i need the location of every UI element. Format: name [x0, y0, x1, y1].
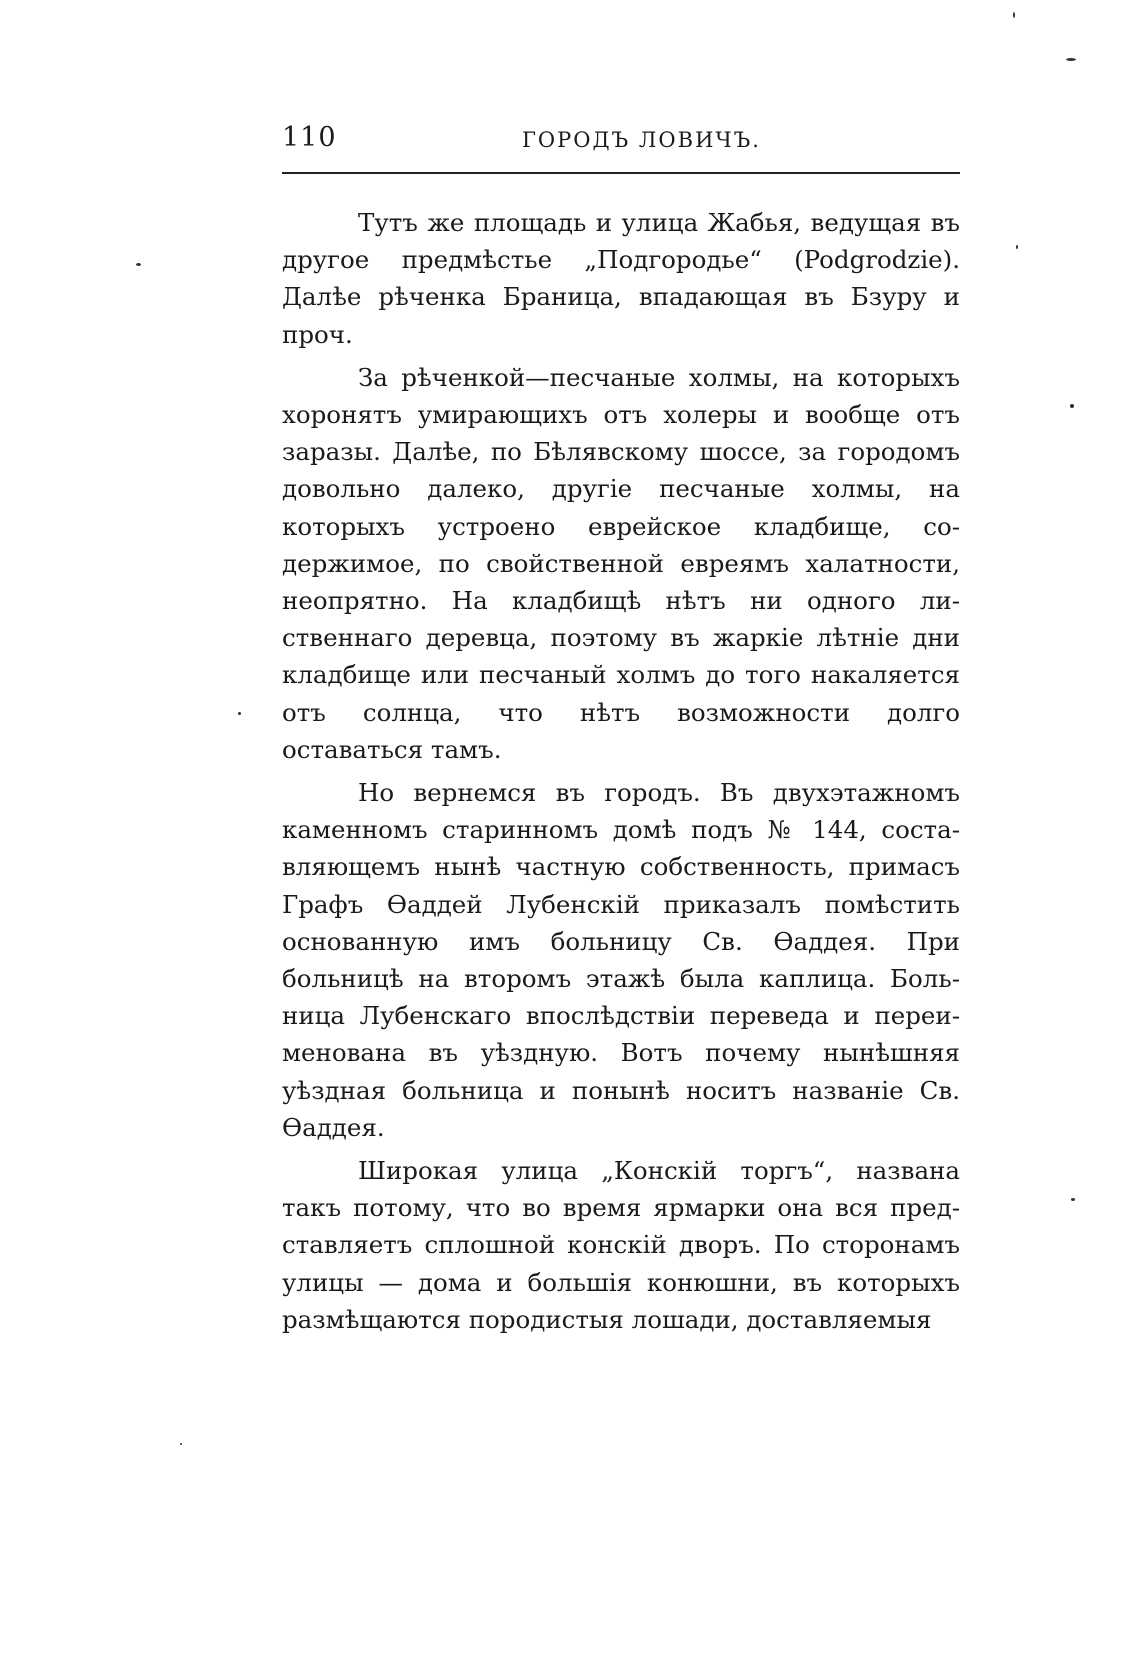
scan-speck [1066, 58, 1076, 61]
paragraph-2: За рѣченкой—песчаные холмы, на которыхъ хоронятъ умирающихъ отъ холеры и вообще отъ заразы. Далѣе, по Бѣлявскому шоссе, за городомъ довольно далеко, другіе песчаные холмы, на которыхъ устроено еврейское кладбище, содержимое, по свойственной евреямъ халатности, неопрятно. На кладбищѣ нѣтъ ни одного лиственнаго деревца, поэтому въ жаркіе лѣтніе дни кладбище или песчаный холмъ до того накаляется отъ солнца, что нѣтъ возможности долго оставаться тамъ. [282, 362, 960, 764]
scan-speck [1070, 404, 1074, 408]
scan-speck [136, 263, 141, 266]
scan-speck [180, 1443, 182, 1445]
page-number: 110 [282, 122, 337, 153]
paragraph-4: Широкая улица „Конскій торгъ“, названа такъ потому, что во время ярмарки она вся представляетъ сплошной конскій дворъ. По сторонамъ улицы — дома и большія конюшни, въ которыхъ размѣщаются породистыя лошади, доставляемыя [282, 1156, 960, 1334]
page-header [282, 122, 960, 162]
header-rule [282, 172, 960, 174]
scan-speck [1016, 245, 1018, 249]
scan-speck [1071, 1198, 1075, 1201]
text-body [282, 204, 960, 1344]
scan-speck [1013, 12, 1015, 18]
paragraph-1: Тутъ же площадь и улица Жабья, ведущая въ другое предмѣстье „Подгородье“ (Podgrodzie). Далѣе рѣченка Браница, впадающая въ Бзуру и проч. [282, 208, 960, 349]
scan-speck [238, 712, 241, 715]
paragraph-3: Но вернемся въ городъ. Въ двухэтажномъ каменномъ старинномъ домѣ подъ № 144, составляющемъ нынѣ частную собственность, примасъ Графъ Ѳаддей Лубенскій приказалъ помѣстить основанную имъ больницу Св. Ѳаддея. При больницѣ на второмъ этажѣ была каплица. Больница Лубенскаго впослѣдствіи переведа и переименована въ уѣздную. Вотъ почему нынѣшняя уѣздная больница и понынѣ носитъ названіе Св. Ѳаддея. [282, 778, 960, 1142]
running-title: ГОРОДЪ ЛОВИЧЪ. [522, 128, 761, 152]
